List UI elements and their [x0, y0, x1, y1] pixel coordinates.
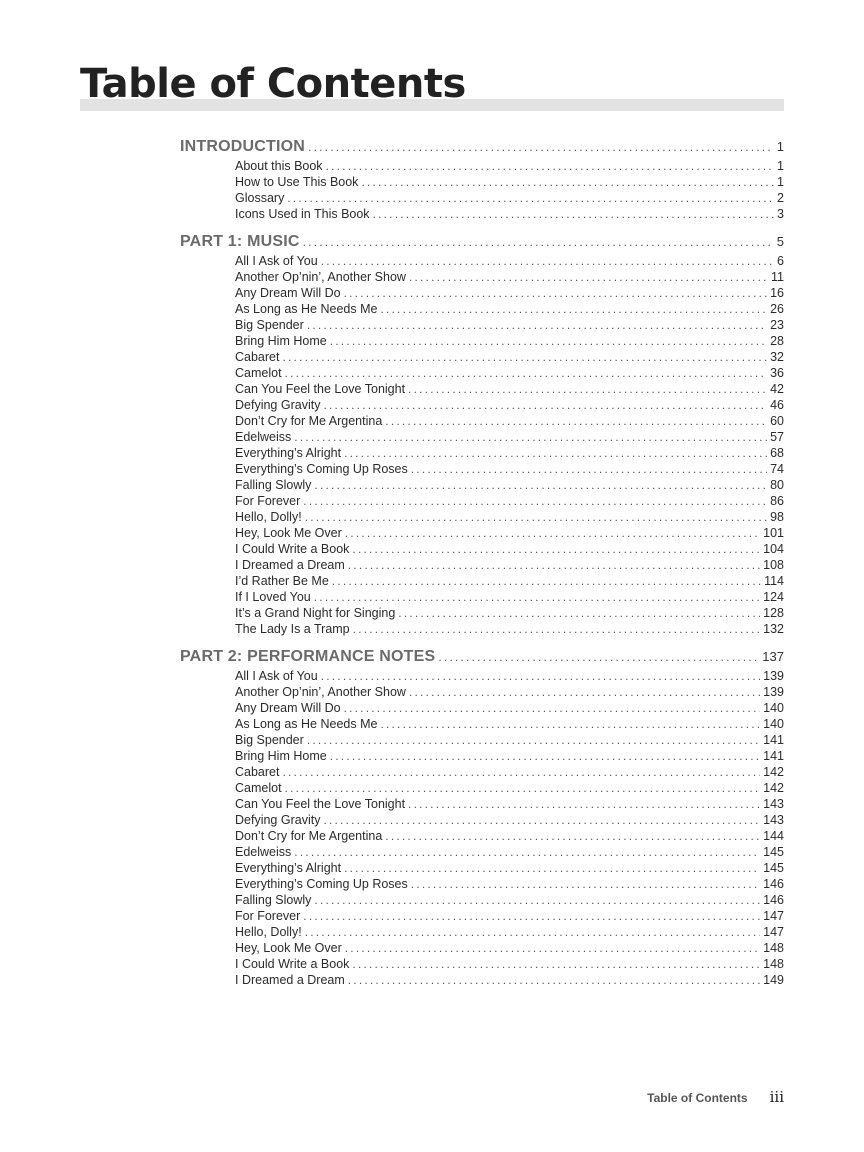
toc-entry[interactable] [235, 557, 784, 573]
dot-leader [332, 573, 761, 589]
toc-entry-page: 139 [763, 685, 784, 699]
dot-leader [385, 828, 760, 844]
toc-entry-label: Any Dream Will Do [235, 286, 341, 300]
toc-entry-page: 101 [763, 526, 784, 540]
toc-entry-page: 60 [770, 414, 784, 428]
dot-leader [345, 525, 760, 541]
toc-entry-list [180, 668, 784, 988]
toc-entry-label: Cabaret [235, 765, 280, 779]
toc-entry-label: Don’t Cry for Me Argentina [235, 829, 383, 843]
dot-leader [345, 940, 760, 956]
toc-entry[interactable] [235, 461, 784, 477]
dot-leader [361, 174, 774, 190]
toc-entry-page: 146 [763, 893, 784, 907]
toc-entry-label: Camelot [235, 366, 282, 380]
toc-entry-page: 86 [770, 494, 784, 508]
toc-entry-page: 145 [763, 861, 784, 875]
toc-entry-page: 140 [763, 717, 784, 731]
dot-leader [348, 972, 760, 988]
dot-leader [411, 876, 760, 892]
toc-entry-label: Any Dream Will Do [235, 701, 341, 715]
toc-entry-label: Hey, Look Me Over [235, 941, 342, 955]
toc-entry-page: 74 [770, 462, 784, 476]
dot-leader [409, 684, 760, 700]
toc-section-heading[interactable] [180, 231, 784, 253]
toc-entry[interactable] [235, 365, 784, 381]
toc-entry-label: Defying Gravity [235, 398, 321, 412]
dot-leader [353, 621, 761, 637]
toc-entry-page: 46 [770, 398, 784, 412]
toc-section-heading[interactable] [180, 136, 784, 158]
toc-entry-page: 16 [770, 286, 784, 300]
toc-entry-page: 140 [763, 701, 784, 715]
toc-entry[interactable] [235, 206, 784, 222]
toc-entry[interactable] [235, 764, 784, 780]
toc-entry-page: 26 [770, 302, 784, 316]
toc-entry-label: About this Book [235, 159, 323, 173]
toc-entry[interactable] [235, 844, 784, 860]
dot-leader [321, 668, 760, 684]
toc-entry[interactable] [235, 908, 784, 924]
dot-leader [330, 333, 767, 349]
dot-leader [344, 700, 761, 716]
toc-entry-label: If I Loved You [235, 590, 311, 604]
toc-entry[interactable] [235, 509, 784, 525]
toc-entry-page: 80 [770, 478, 784, 492]
toc-entry[interactable] [235, 924, 784, 940]
toc-section-title: PART 1: MUSIC [180, 233, 300, 250]
footer-page-number: iii [769, 1088, 784, 1106]
toc-entry-label: I Dreamed a Dream [235, 558, 345, 572]
toc-entry-label: Big Spender [235, 733, 304, 747]
toc-entry-page: 143 [763, 797, 784, 811]
toc-entry[interactable] [235, 716, 784, 732]
toc-entry-label: Everything’s Alright [235, 446, 342, 460]
dot-leader [321, 253, 774, 269]
toc-section-part-2-performance-notes [180, 646, 784, 988]
toc-entry-page: 23 [770, 318, 784, 332]
toc-entry-page: 148 [763, 957, 784, 971]
dot-leader [344, 445, 767, 461]
toc-entry-page: 6 [777, 254, 784, 268]
toc-entry-page: 2 [777, 191, 784, 205]
dot-leader [380, 716, 760, 732]
toc-entry-label: Another Op’nin’, Another Show [235, 270, 406, 284]
toc-entry-label: I Could Write a Book [235, 542, 350, 556]
toc-entry[interactable] [235, 349, 784, 365]
toc-entry-page: 108 [763, 558, 784, 572]
toc-section-part-1-music [180, 231, 784, 637]
dot-leader [294, 844, 760, 860]
table-of-contents [180, 136, 784, 988]
dot-leader [408, 796, 760, 812]
toc-entry[interactable] [235, 621, 784, 637]
toc-entry-label: Big Spender [235, 318, 304, 332]
toc-entry-page: 57 [770, 430, 784, 444]
dot-leader [352, 956, 760, 972]
toc-entry-page: 147 [763, 909, 784, 923]
toc-entry-page: 32 [770, 350, 784, 364]
dot-leader [285, 780, 761, 796]
toc-entry-page: 11 [771, 270, 784, 284]
toc-entry-page: 28 [770, 334, 784, 348]
dot-leader [308, 136, 774, 158]
dot-leader [282, 349, 767, 365]
toc-entry[interactable] [235, 732, 784, 748]
dot-leader [305, 509, 767, 525]
dot-leader [314, 589, 760, 605]
toc-entry[interactable] [235, 940, 784, 956]
dot-leader [323, 812, 760, 828]
toc-entry-page: 143 [763, 813, 784, 827]
toc-entry-page: 139 [763, 669, 784, 683]
toc-entry-label: For Forever [235, 494, 301, 508]
toc-entry[interactable] [235, 828, 784, 844]
toc-entry[interactable] [235, 541, 784, 557]
page-header [80, 58, 784, 110]
toc-entry[interactable] [235, 493, 784, 509]
dot-leader [285, 365, 768, 381]
dot-leader [303, 493, 767, 509]
toc-entry[interactable] [235, 174, 784, 190]
dot-leader [326, 158, 774, 174]
dot-leader [344, 285, 768, 301]
toc-entry[interactable] [235, 158, 784, 174]
toc-entry-label: Hello, Dolly! [235, 925, 302, 939]
toc-entry-label: Camelot [235, 781, 282, 795]
toc-entry[interactable] [235, 477, 784, 493]
toc-entry-page: 132 [763, 622, 784, 636]
toc-entry-label: Falling Slowly [235, 478, 312, 492]
toc-entry[interactable] [235, 333, 784, 349]
dot-leader [323, 397, 767, 413]
toc-entry-label: All I Ask of You [235, 669, 318, 683]
toc-entry-label: Everything’s Coming Up Roses [235, 877, 408, 891]
toc-entry-label: Don’t Cry for Me Argentina [235, 414, 383, 428]
toc-entry-label: Can You Feel the Love Tonight [235, 797, 406, 811]
dot-leader [380, 301, 767, 317]
toc-entry-page: 145 [763, 845, 784, 859]
page-footer [647, 1088, 784, 1106]
dot-leader [348, 557, 760, 573]
toc-entry-label: Edelweiss [235, 845, 292, 859]
dot-leader [287, 190, 774, 206]
toc-entry[interactable] [235, 190, 784, 206]
toc-entry-label: The Lady Is a Tramp [235, 622, 350, 636]
toc-entry[interactable] [235, 317, 784, 333]
toc-section-heading[interactable] [180, 646, 784, 668]
toc-entry[interactable] [235, 285, 784, 301]
toc-entry-label: I’d Rather Be Me [235, 574, 329, 588]
toc-entry[interactable] [235, 812, 784, 828]
dot-leader [438, 646, 759, 668]
toc-entry-page: 68 [770, 446, 784, 460]
toc-entry[interactable] [235, 429, 784, 445]
dot-leader [344, 860, 760, 876]
toc-entry-label: As Long as He Needs Me [235, 302, 378, 316]
toc-entry-label: As Long as He Needs Me [235, 717, 378, 731]
toc-section-introduction [180, 136, 784, 222]
toc-entry[interactable] [235, 780, 784, 796]
toc-entry-page: 1 [777, 175, 784, 189]
toc-entry-label: Bring Him Home [235, 749, 327, 763]
toc-entry-page: 149 [763, 973, 784, 987]
toc-entry[interactable] [235, 413, 784, 429]
toc-entry[interactable] [235, 525, 784, 541]
dot-leader [330, 748, 760, 764]
toc-section-title: INTRODUCTION [180, 138, 306, 155]
toc-entry-page: 142 [763, 765, 784, 779]
page-title: Table of Contents [80, 61, 466, 107]
toc-entry-list [180, 158, 784, 222]
dot-leader [314, 892, 760, 908]
toc-entry[interactable] [235, 381, 784, 397]
dot-leader [352, 541, 760, 557]
toc-entry-page: 3 [777, 207, 784, 221]
toc-entry-label: Defying Gravity [235, 813, 321, 827]
dot-leader [282, 764, 760, 780]
dot-leader [307, 317, 767, 333]
toc-entry[interactable] [235, 269, 784, 285]
toc-entry[interactable] [235, 972, 784, 988]
toc-entry-label: Everything’s Coming Up Roses [235, 462, 408, 476]
toc-entry[interactable] [235, 605, 784, 621]
toc-entry-label: How to Use This Book [235, 175, 359, 189]
toc-entry[interactable] [235, 253, 784, 269]
toc-entry[interactable] [235, 892, 784, 908]
toc-entry[interactable] [235, 860, 784, 876]
toc-entry-label: Falling Slowly [235, 893, 312, 907]
toc-entry-label: Edelweiss [235, 430, 292, 444]
toc-entry-label: Cabaret [235, 350, 280, 364]
toc-entry-label: All I Ask of You [235, 254, 318, 268]
toc-entry-page: 104 [763, 542, 784, 556]
dot-leader [314, 477, 767, 493]
toc-entry-page: 114 [764, 574, 784, 588]
toc-entry-label: Glossary [235, 191, 285, 205]
dot-leader [303, 231, 774, 253]
toc-entry-page: 147 [763, 925, 784, 939]
dot-leader [294, 429, 767, 445]
dot-leader [307, 732, 760, 748]
toc-entry-label: Everything’s Alright [235, 861, 342, 875]
dot-leader [303, 908, 760, 924]
toc-entry-label: Can You Feel the Love Tonight [235, 382, 406, 396]
toc-entry[interactable] [235, 796, 784, 812]
dot-leader [398, 605, 760, 621]
toc-entry[interactable] [235, 700, 784, 716]
toc-entry-page: 124 [763, 590, 784, 604]
toc-section-page: 1 [776, 139, 784, 154]
toc-entry-page: 142 [763, 781, 784, 795]
toc-entry-label: Icons Used in This Book [235, 207, 370, 221]
toc-entry-label: I Could Write a Book [235, 957, 350, 971]
toc-entry[interactable] [235, 956, 784, 972]
dot-leader [409, 269, 768, 285]
toc-entry[interactable] [235, 445, 784, 461]
toc-entry[interactable] [235, 876, 784, 892]
toc-entry-label: Hello, Dolly! [235, 510, 302, 524]
toc-entry-label: Hey, Look Me Over [235, 526, 342, 540]
toc-entry[interactable] [235, 668, 784, 684]
dot-leader [411, 461, 767, 477]
toc-entry-label: Another Op’nin’, Another Show [235, 685, 406, 699]
toc-entry-page: 146 [763, 877, 784, 891]
toc-entry[interactable] [235, 301, 784, 317]
toc-entry-page: 36 [770, 366, 784, 380]
toc-entry-page: 148 [763, 941, 784, 955]
dot-leader [385, 413, 767, 429]
toc-entry-list [180, 253, 784, 637]
toc-entry-page: 128 [763, 606, 784, 620]
toc-section-title: PART 2: PERFORMANCE NOTES [180, 648, 436, 665]
toc-entry[interactable] [235, 573, 784, 589]
toc-entry-page: 42 [770, 382, 784, 396]
toc-entry[interactable] [235, 397, 784, 413]
toc-section-page: 137 [762, 649, 784, 664]
toc-entry-page: 98 [770, 510, 784, 524]
dot-leader [408, 381, 767, 397]
toc-entry-page: 141 [763, 749, 784, 763]
toc-entry-label: I Dreamed a Dream [235, 973, 345, 987]
toc-section-page: 5 [776, 234, 784, 249]
toc-entry-label: For Forever [235, 909, 301, 923]
dot-leader [373, 206, 774, 222]
toc-entry-page: 144 [763, 829, 784, 843]
toc-entry[interactable] [235, 684, 784, 700]
toc-entry-label: It’s a Grand Night for Singing [235, 606, 396, 620]
toc-entry[interactable] [235, 748, 784, 764]
toc-entry-label: Bring Him Home [235, 334, 327, 348]
dot-leader [305, 924, 760, 940]
footer-section-label: Table of Contents [647, 1091, 748, 1105]
toc-entry-page: 141 [763, 733, 784, 747]
toc-entry-page: 1 [777, 159, 784, 173]
toc-entry[interactable] [235, 589, 784, 605]
